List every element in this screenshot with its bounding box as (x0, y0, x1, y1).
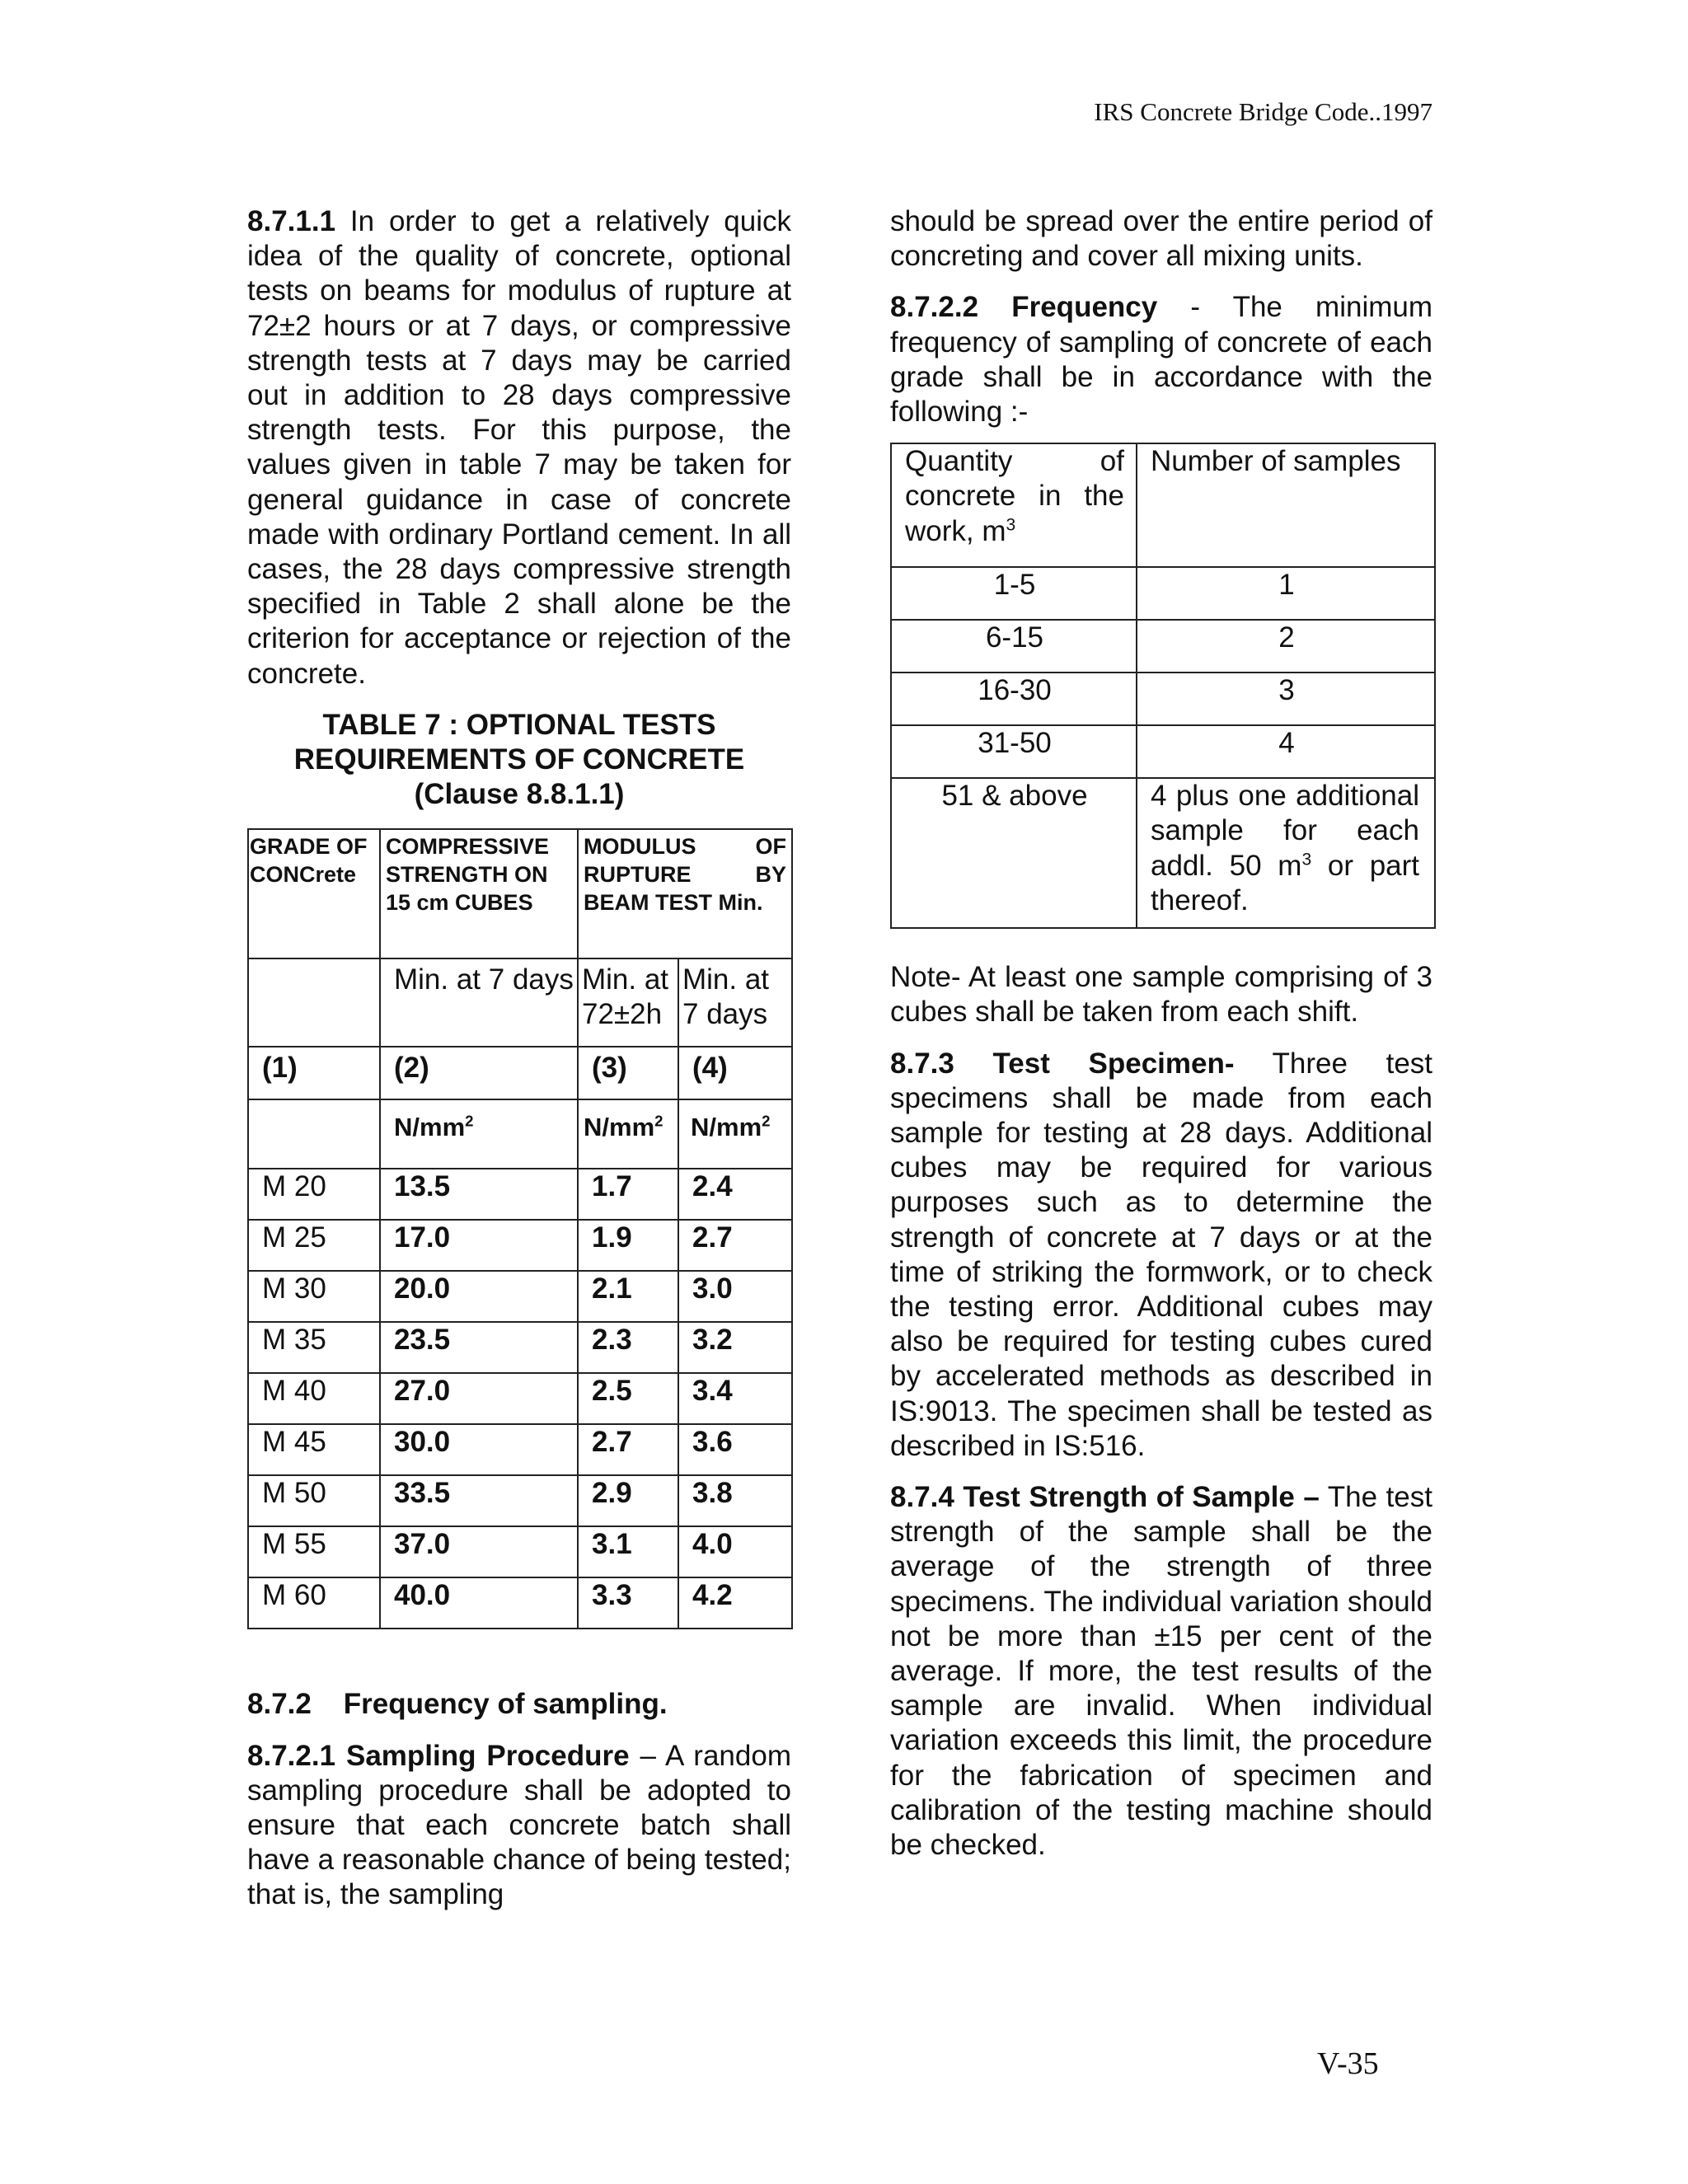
compressive-cell: 27.0 (380, 1373, 578, 1424)
modulus-7d-cell: 2.4 (678, 1169, 792, 1220)
table-cell (248, 1099, 380, 1169)
table-cell (248, 958, 380, 1047)
min-7-days: Min. at 7 days (380, 958, 578, 1047)
modulus-72h-cell: 2.1 (578, 1271, 678, 1322)
heading-8-7-2: 8.7.2 Frequency of sampling. (247, 1688, 668, 1721)
table-7-units-row (248, 1099, 792, 1169)
grade-cell: M 50 (248, 1475, 380, 1526)
clause-number: 8.7.2.2 (890, 291, 979, 324)
grade-cell: M 40 (248, 1373, 380, 1424)
note: Note- At least one sample comprising of 3 cubes shall be taken from each shift. (890, 961, 1432, 1029)
table-row (248, 1322, 792, 1373)
compressive-cell: 33.5 (380, 1475, 578, 1526)
table-row (891, 567, 1435, 620)
modulus-7d-cell: 4.2 (678, 1577, 792, 1629)
table-row (248, 1577, 792, 1629)
compressive-cell: 30.0 (380, 1424, 578, 1475)
min-7-days-beam: Min. at 7 days (678, 958, 792, 1047)
table-row (891, 725, 1435, 778)
col-num-2: (2) (380, 1047, 578, 1099)
paragraph-text: The test strength of the sample shall be the average of the strength of three specimens. The individual variation should not be more than ±15 per cent of the average. If more, the test results of the sample are invalid. When individual variation exceeds this limit, the procedure for the fabrication of specimen and calibration of the testing machine should be checked. (890, 1481, 1432, 1862)
running-header: IRS Concrete Bridge Code..1997 (1094, 97, 1432, 126)
unit-cell (678, 1099, 792, 1169)
table-row (891, 778, 1435, 928)
table-row (248, 1424, 792, 1475)
table-row (891, 673, 1435, 725)
quantity-cell: 16-30 (891, 673, 1137, 725)
paragraph-continued: should be spread over the entire period of concreting and cover all mixing units. (890, 205, 1432, 273)
compressive-cell: 37.0 (380, 1526, 578, 1577)
paragraph-text: – A random sampling procedure shall be adopted to ensure that each concrete batch shall have a reasonable chance of being tested; that is, the sampling (247, 1739, 791, 1911)
table-row (248, 1271, 792, 1322)
modulus-7d-cell: 4.0 (678, 1526, 792, 1577)
samples-text: 4 plus one additional sample for each addl. 50 m (1151, 780, 1419, 882)
grade-cell: M 30 (248, 1271, 380, 1322)
samples-cell: 2 (1137, 620, 1435, 673)
unit-cell (380, 1099, 578, 1169)
unit-text: N/mm (394, 1113, 466, 1142)
grade-cell: M 25 (248, 1220, 380, 1271)
header-compressive: COMPRESSIVE STRENGTH ON 15 cm CUBES (380, 829, 578, 958)
table-7-min-row (248, 958, 792, 1047)
clause-title: Sampling Procedure (345, 1739, 630, 1772)
page-number: V-35 (1317, 2046, 1379, 2081)
table-7 (247, 828, 793, 1629)
grade-cell: M 55 (248, 1526, 380, 1577)
table-7-clause: (Clause 8.8.1.1) (414, 778, 625, 811)
modulus-72h-cell: 2.3 (578, 1322, 678, 1373)
paragraph-text: In order to get a relatively quick idea of the quality of concrete, optional tests on beams for modulus of rupture at 72±2 hours or at 7 days, or compressive strength tests at 7 days may be carried out in addition to 28 days compressive strength tests. For this purpose, the values given in table 7 may be taken for general guidance in case of concrete made with ordinary Portland cement. In all cases, the 28 days compressive strength specified in Table 2 shall alone be the criterion for acceptance or rejection of the concrete. (247, 205, 791, 690)
sampling-frequency-table (890, 443, 1436, 929)
right-column (890, 204, 1432, 1863)
table-row (248, 1475, 792, 1526)
modulus-72h-cell: 3.3 (578, 1577, 678, 1629)
paragraph-8-7-4 (890, 1480, 1432, 1863)
clause-number: 8.7.1.1 (247, 205, 336, 237)
paragraph-8-7-2-2 (890, 290, 1432, 429)
col-num-1: (1) (248, 1047, 380, 1099)
clause-number: 8.7.2.1 (247, 1739, 336, 1772)
compressive-cell: 40.0 (380, 1577, 578, 1629)
unit-cell (578, 1099, 678, 1169)
col-num-4: (4) (678, 1047, 792, 1099)
modulus-72h-cell: 2.7 (578, 1424, 678, 1475)
clause-title: Test Specimen- (992, 1047, 1235, 1080)
header-samples: Number of samples (1137, 443, 1435, 567)
quantity-cell: 1-5 (891, 567, 1137, 620)
quantity-cell: 51 & above (891, 778, 1137, 928)
clause-number: 8.7.3 (890, 1047, 954, 1080)
paragraph-text: Three test specimens shall be made from each sample for testing at 28 days. Additional cubes may be required for various purposes such as to determine the strength of concrete at 7 days or at the time of striking the formwork, or to check the testing error. Additional cubes may also be required for testing cubes cured by accelerated methods as described in IS:9013. The specimen shall be tested as described in IS:516. (890, 1047, 1433, 1462)
samples-text-end: or part thereof. (1151, 849, 1420, 916)
unit-exponent: 2 (762, 1113, 771, 1131)
compressive-cell: 20.0 (380, 1271, 578, 1322)
modulus-72h-cell: 1.9 (578, 1220, 678, 1271)
modulus-7d-cell: 2.7 (678, 1220, 792, 1271)
grade-cell: M 20 (248, 1169, 380, 1220)
samples-cell: 4 (1137, 725, 1435, 778)
modulus-7d-cell: 3.8 (678, 1475, 792, 1526)
unit-text: N/mm (584, 1113, 655, 1142)
table-row (248, 1526, 792, 1577)
table-row (248, 1373, 792, 1424)
modulus-7d-cell: 3.0 (678, 1271, 792, 1322)
table-7-caption (247, 708, 791, 813)
unit-exponent: 2 (654, 1113, 663, 1131)
clause-title: Frequency (1011, 291, 1158, 324)
col-num-3: (3) (578, 1047, 678, 1099)
clause-title: Test Strength of Sample – (963, 1481, 1320, 1514)
samples-cell: 1 (1137, 567, 1435, 620)
modulus-7d-cell: 3.2 (678, 1322, 792, 1373)
quantity-cell: 6-15 (891, 620, 1137, 673)
compressive-cell: 17.0 (380, 1220, 578, 1271)
grade-cell: M 45 (248, 1424, 380, 1475)
table-7-column-numbers (248, 1047, 792, 1099)
table-row (891, 620, 1435, 673)
compressive-cell: 23.5 (380, 1322, 578, 1373)
modulus-72h-cell: 1.7 (578, 1169, 678, 1220)
table-7-title-line1: TABLE 7 : OPTIONAL TESTS (322, 708, 716, 741)
left-column (247, 204, 791, 1913)
paragraph-8-7-2-1 (247, 1739, 791, 1913)
unit-text: N/mm (691, 1113, 762, 1142)
header-grade: GRADE OF CONCrete (248, 829, 380, 958)
table-7-header-row (248, 829, 792, 958)
table-row (248, 1169, 792, 1220)
unit-exponent: 3 (1301, 849, 1312, 869)
clause-number: 8.7.4 (890, 1481, 954, 1514)
min-72h: Min. at 72±2h (578, 958, 678, 1047)
quantity-cell: 31-50 (891, 725, 1137, 778)
grade-cell: M 35 (248, 1322, 380, 1373)
modulus-72h-cell: 3.1 (578, 1526, 678, 1577)
modulus-72h-cell: 2.5 (578, 1373, 678, 1424)
compressive-cell: 13.5 (380, 1169, 578, 1220)
paragraph-8-7-1-1 (247, 204, 791, 691)
paragraph-text: - The minimum frequency of sampling of concrete of each grade shall be in accordance with the following :- (890, 291, 1432, 429)
frequency-header-row (891, 443, 1435, 567)
unit-exponent: 3 (1006, 514, 1016, 534)
samples-cell (1137, 778, 1435, 928)
table-7-title-line2: REQUIREMENTS OF CONCRETE (293, 743, 745, 776)
modulus-72h-cell: 2.9 (578, 1475, 678, 1526)
unit-exponent: 2 (465, 1113, 474, 1131)
modulus-7d-cell: 3.4 (678, 1373, 792, 1424)
modulus-7d-cell: 3.6 (678, 1424, 792, 1475)
header-quantity-text: Quantity of concrete in the work, m (905, 445, 1124, 547)
grade-cell: M 60 (248, 1577, 380, 1629)
table-row (248, 1220, 792, 1271)
header-modulus: MODULUS OF RUPTURE BY BEAM TEST Min. (578, 829, 792, 958)
header-quantity (891, 443, 1137, 567)
paragraph-8-7-3 (890, 1047, 1432, 1464)
samples-cell: 3 (1137, 673, 1435, 725)
